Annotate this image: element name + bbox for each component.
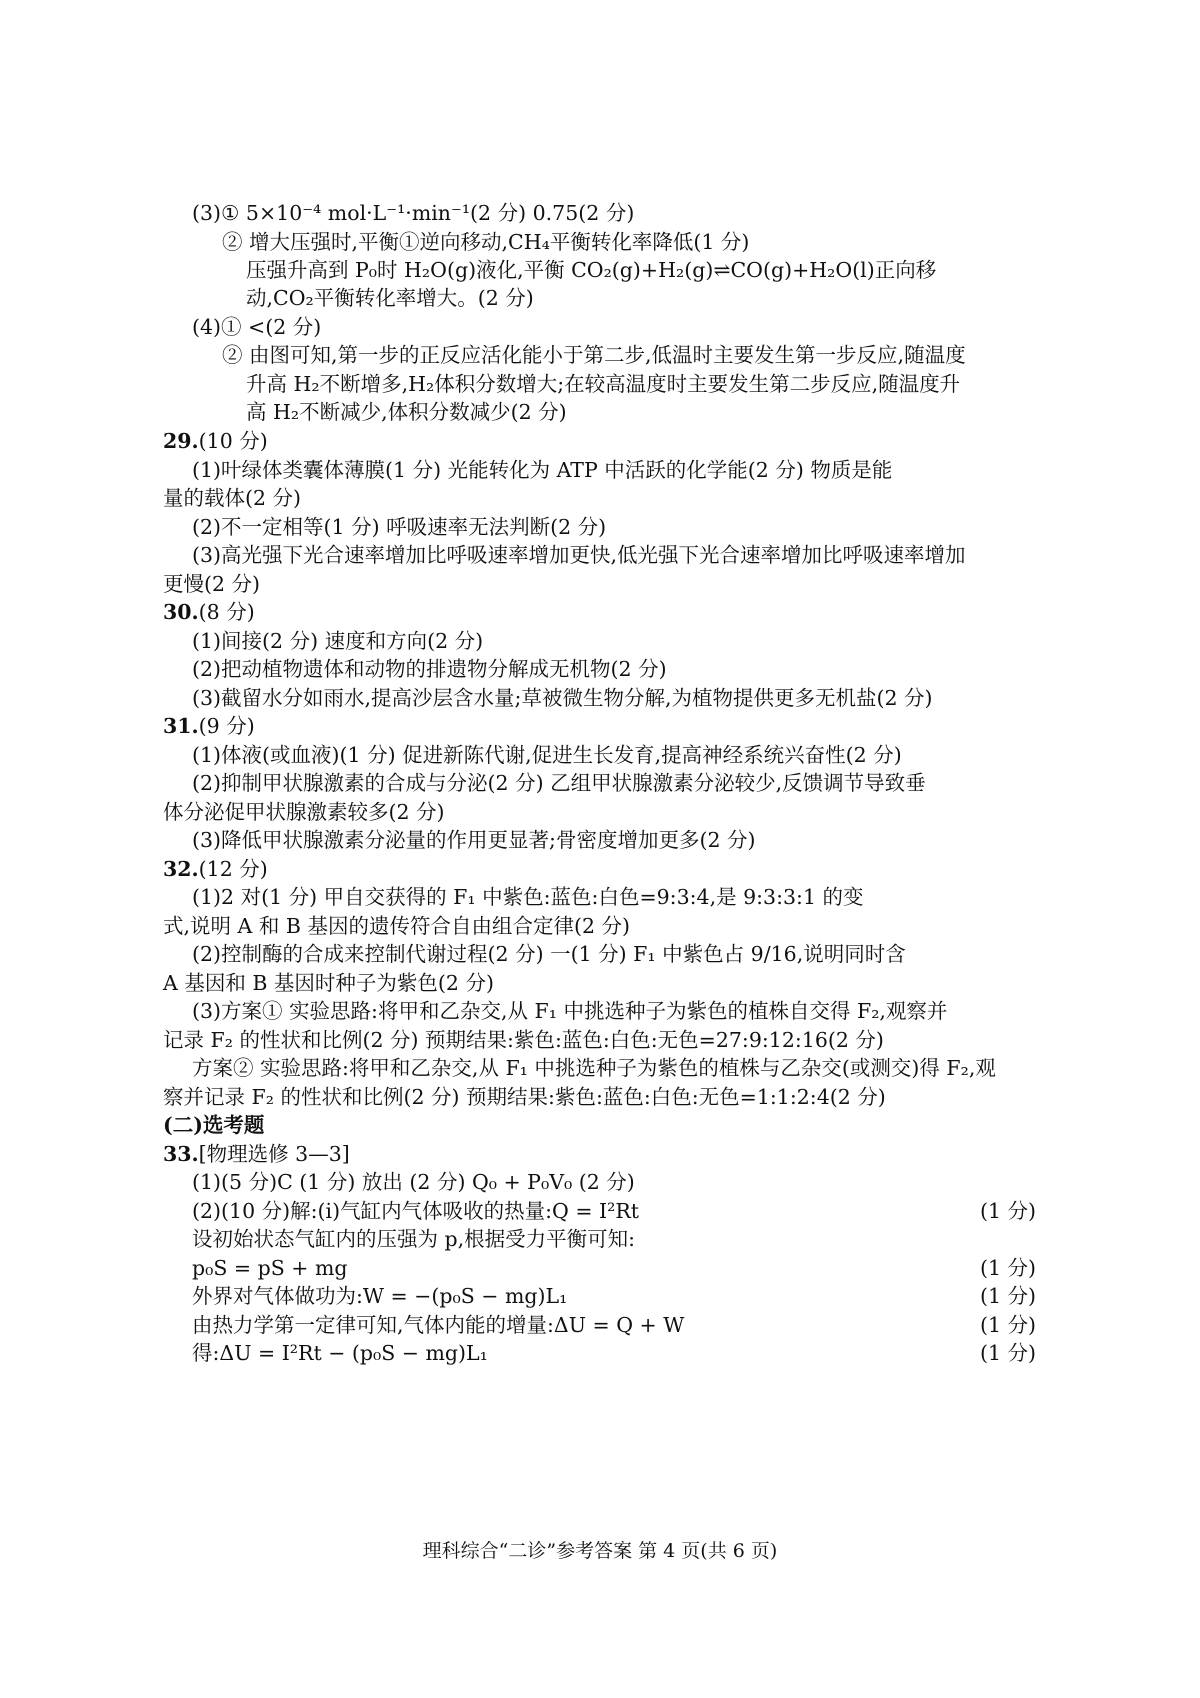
question-score: (9 分) [198,714,255,738]
points-label: (1 分) [980,1341,1037,1365]
answer-33-2c: p₀S = pS + mg [192,1256,348,1280]
answer-31-2: (2)抑制甲状腺激素的合成与分泌(2 分) 乙组甲状腺激素分泌较少,反馈调节导致垂 [192,771,926,795]
answer-31-3: (3)降低甲状腺激素分泌量的作用更显著;骨密度增加更多(2 分) [192,828,756,852]
answer-31-2b: 体分泌促甲状腺激素较多(2 分) [163,800,445,824]
answer-29-1: (1)叶绿体类囊体薄膜(1 分) 光能转化为 ATP 中活跃的化学能(2 分) 物质是能 [192,458,893,482]
question-title: [物理选修 3—3] [198,1142,350,1166]
answer-33-2d: 外界对气体做功为:W = −(p₀S − mg)L₁ [192,1284,568,1308]
question-30-heading [163,598,255,626]
answer-31-1: (1)体液(或血液)(1 分) 促进新陈代谢,促进生长发育,提高神经系统兴奋性(2 分) [192,743,902,767]
question-score: (10 分) [198,429,268,453]
points-label: (1 分) [980,1199,1037,1223]
answer-30-3: (3)截留水分如雨水,提高沙层含水量;草被微生物分解,为植物提供更多无机盐(2 分) [192,686,933,710]
answer-29-2: (2)不一定相等(1 分) 呼吸速率无法判断(2 分) [192,515,607,539]
question-score: (12 分) [198,857,268,881]
answer-29-1b: 量的载体(2 分) [163,486,302,510]
answer-line-4-2c: 高 H₂不断减少,体积分数减少(2 分) [246,400,567,424]
answer-line-4-1: (4)① <(2 分) [192,315,322,339]
question-score: (8 分) [198,600,255,624]
answer-32-3c: 方案② 实验思路:将甲和乙杂交,从 F₁ 中挑选种子为紫色的植株与乙杂交(或测交)得 F₂,观 [192,1056,996,1080]
answer-32-2b: A 基因和 B 基因时种子为紫色(2 分) [163,971,494,995]
answer-29-3: (3)高光强下光合速率增加比呼吸速率增加更快,低光强下光合速率增加比呼吸速率增加 [192,543,966,567]
question-31-heading [163,712,255,740]
answer-33-2e: 由热力学第一定律可知,气体内能的增量:ΔU = Q + W [192,1313,685,1337]
answer-33-1: (1)(5 分)C (1 分) 放出 (2 分) Q₀ + P₀V₀ (2 分) [192,1170,635,1194]
answer-33-2b: 设初始状态气缸内的压强为 p,根据受力平衡可知: [192,1227,636,1251]
question-29-heading [163,427,268,455]
question-number: 32. [163,857,199,881]
question-number: 30. [163,600,199,624]
answer-line-3-2c: 动,CO₂平衡转化率增大。(2 分) [246,286,534,310]
question-32-heading [163,855,268,883]
answer-line-4-2b: 升高 H₂不断增多,H₂体积分数增大;在较高温度时主要发生第二步反应,随温度升 [246,372,961,396]
answer-line-3-1: (3)① 5×10⁻⁴ mol·L⁻¹·min⁻¹(2 分) 0.75(2 分) [192,201,635,225]
question-number: 29. [163,429,199,453]
answer-30-2: (2)把动植物遗体和动物的排遗物分解成无机物(2 分) [192,657,667,681]
answer-33-2: (2)(10 分)解:(i)气缸内气体吸收的热量:Q = I²Rt [192,1199,640,1223]
answer-32-3b: 记录 F₂ 的性状和比例(2 分) 预期结果:紫色:蓝色:白色:无色=27:9:12:16(2 分) [163,1028,884,1052]
answer-29-3b: 更慢(2 分) [163,572,261,596]
question-number: 31. [163,714,199,738]
question-33-heading [163,1140,350,1168]
answer-line-3-2: ② 增大压强时,平衡①逆向移动,CH₄平衡转化率降低(1 分) [222,230,750,254]
points-label: (1 分) [980,1256,1037,1280]
section-heading-elective: (二)选考题 [163,1113,265,1137]
page-footer: 理科综合“二诊”参考答案 第 4 页(共 6 页) [422,1540,778,1562]
answer-32-3d: 察并记录 F₂ 的性状和比例(2 分) 预期结果:紫色:蓝色:白色:无色=1:1:2:4(2 分) [163,1085,886,1109]
answer-32-3: (3)方案① 实验思路:将甲和乙杂交,从 F₁ 中挑选种子为紫色的植株自交得 F₂,观察并 [192,999,948,1023]
answer-line-4-2: ② 由图可知,第一步的正反应活化能小于第二步,低温时主要发生第一步反应,随温度 [222,343,966,367]
points-label: (1 分) [980,1284,1037,1308]
points-label: (1 分) [980,1313,1037,1337]
answer-30-1: (1)间接(2 分) 速度和方向(2 分) [192,629,484,653]
answer-line-3-2b: 压强升高到 P₀时 H₂O(g)液化,平衡 CO₂(g)+H₂(g)⇌CO(g)+H₂O(l)正向移 [246,258,937,282]
answer-33-2f: 得:ΔU = I²Rt − (p₀S − mg)L₁ [192,1341,488,1365]
answer-32-1: (1)2 对(1 分) 甲自交获得的 F₁ 中紫色:蓝色:白色=9:3:4,是 9:3:3:1 的变 [192,885,864,909]
answer-32-1b: 式,说明 A 和 B 基因的遗传符合自由组合定律(2 分) [163,914,631,938]
answer-32-2: (2)控制酶的合成来控制代谢过程(2 分) 一(1 分) F₁ 中紫色占 9/16,说明同时含 [192,942,906,966]
question-number: 33. [163,1142,199,1166]
